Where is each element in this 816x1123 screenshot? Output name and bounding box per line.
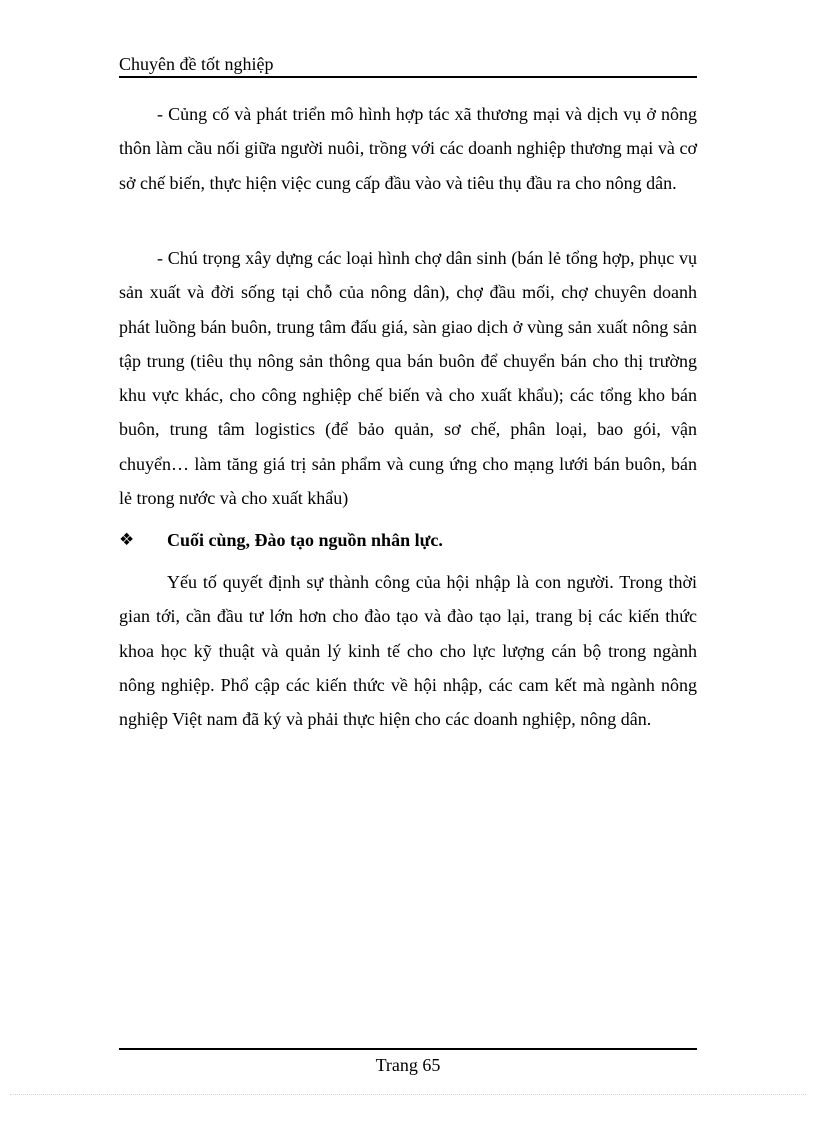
paragraph-markets: - Chú trọng xây dựng các loại hình chợ dân sinh (bán lẻ tổng hợp, phục vụ sản xuất và đời sống tại chỗ của nông dân), chợ đầu mối, chợ chuyên doanh phát luồng bán buôn, trung tâm đấu giá, sàn giao dịch ở vùng sản xuất nông sản tập trung (tiêu thụ nông sản thông qua bán buôn để chuyển bán cho thị trường khu vực khác, cho công nghiệp chế biến và cho xuất khẩu); các tổng kho bán buôn, trung tâm logistics (để bảo quản, sơ chế, phân loại, bao gói, vận chuyển… làm tăng giá trị sản phẩm và cung ứng cho mạng lưới bán buôn, bán lẻ trong nước và cho xuất khẩu) bbox=[119, 248, 697, 509]
paragraph-cooperatives: - Củng cố và phát triển mô hình hợp tác xã thương mại và dịch vụ ở nông thôn làm cầu nối giữa người nuôi, trồng với các doanh nghiệp thương mại và cơ sở chế biến, thực hiện việc cung cấp đầu vào và tiêu thụ đầu ra cho nông dân. bbox=[119, 104, 697, 193]
page-header bbox=[119, 52, 697, 78]
paragraph-human-resources: Yếu tố quyết định sự thành công của hội nhập là con người. Trong thời gian tới, cần đầu tư lớn hơn cho đào tạo và đào tạo lại, trang bị các kiến thức khoa học kỹ thuật và quản lý kinh tế cho cho lực lượng cán bộ trong ngành nông nghiệp. Phổ cập các kiến thức về hội nhập, các cam kết mà ngành nông nghiệp Việt nam đã ký và phải thực hiện cho các doanh nghiệp, nông dân. bbox=[119, 572, 697, 730]
diamond-bullet-icon: ❖ bbox=[119, 530, 135, 550]
page-number: Trang 65 bbox=[375, 1055, 441, 1075]
section-heading bbox=[119, 525, 697, 555]
section-heading-text: Cuối cùng, Đào tạo nguồn nhân lực. bbox=[167, 530, 443, 550]
footer-divider bbox=[119, 1048, 697, 1050]
page-edge-divider bbox=[10, 1094, 806, 1095]
header-title: Chuyên đề tốt nghiệp bbox=[119, 54, 274, 74]
